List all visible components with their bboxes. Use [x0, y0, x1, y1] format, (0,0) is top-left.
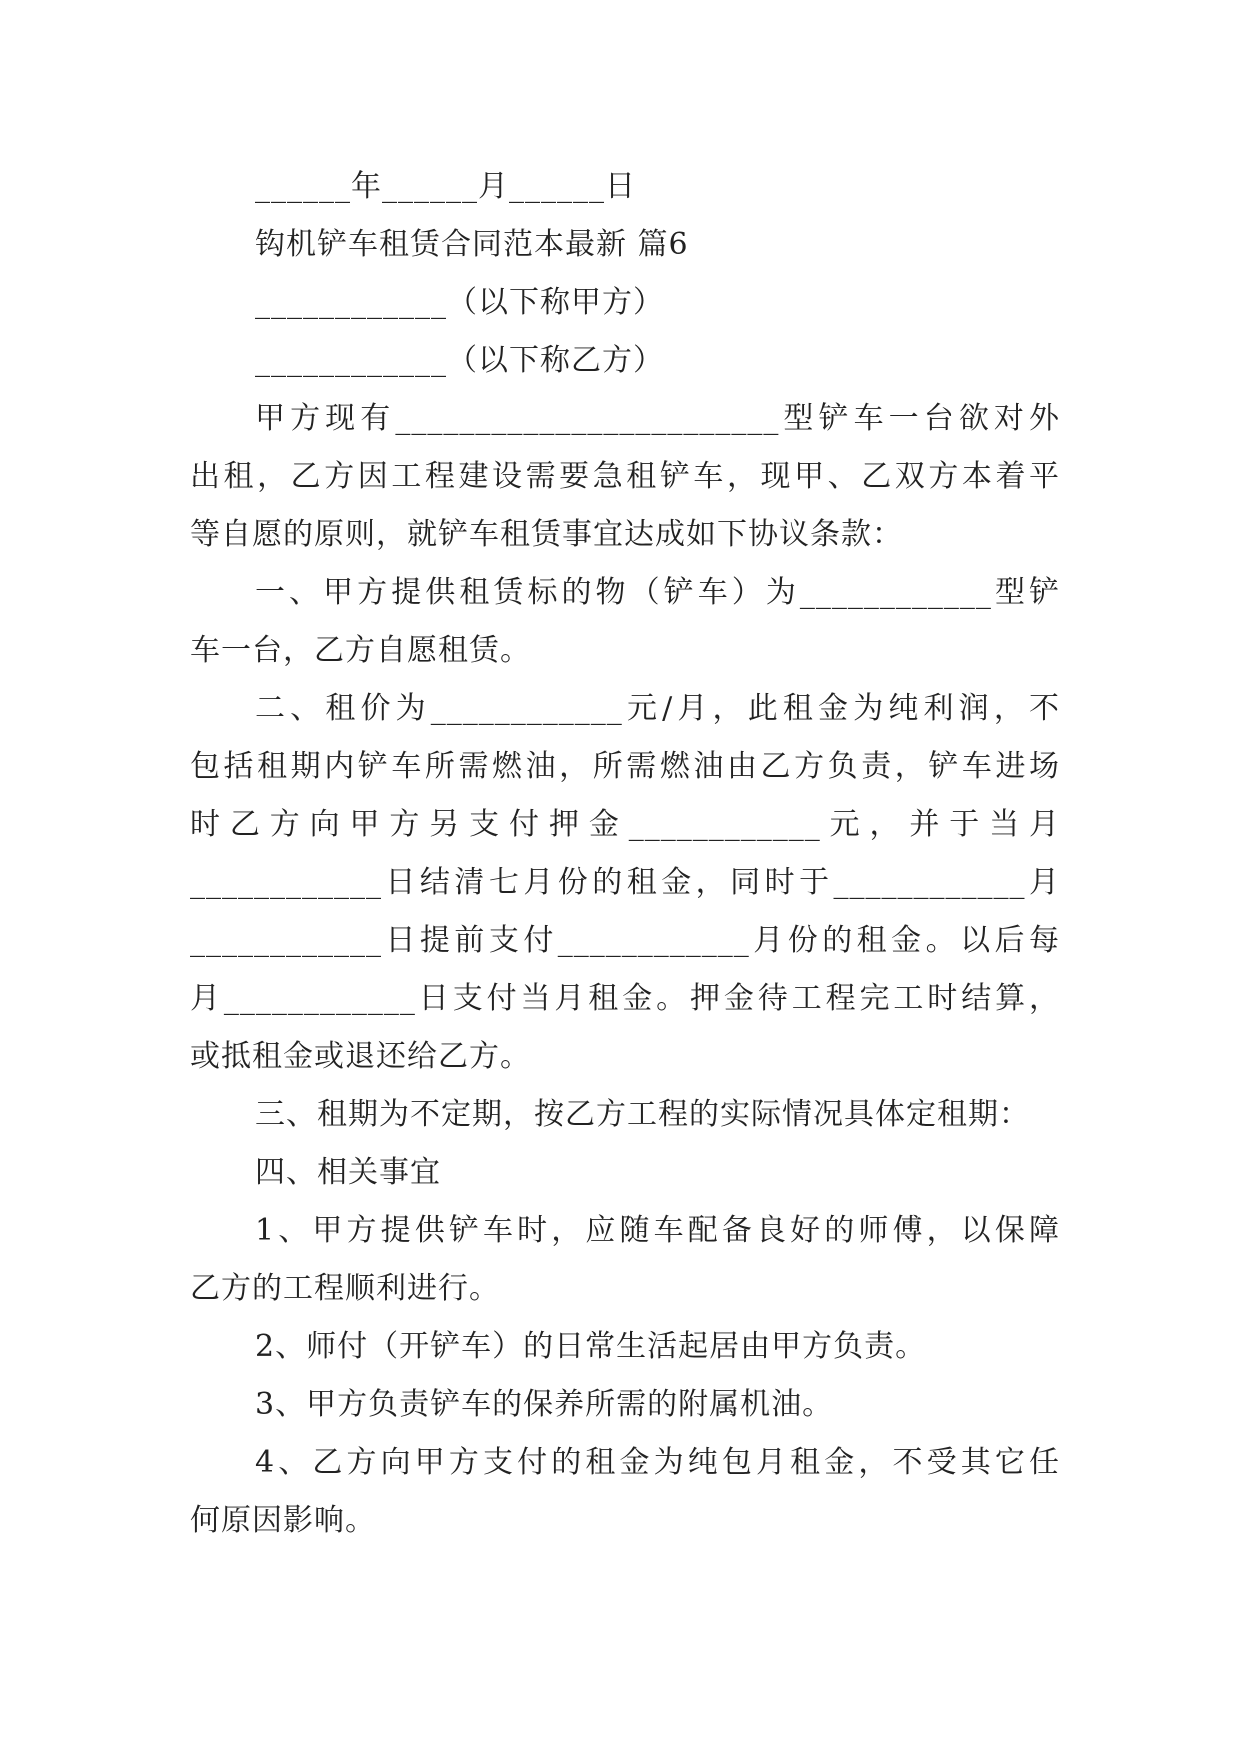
clause-2-line: ____________日提前支付____________月份的租金。以后每 — [190, 923, 1060, 958]
intro-paragraph-line: 等自愿的原则，就铲车租赁事宜达成如下协议条款： — [190, 517, 903, 552]
party-a-line: ____________（以下称甲方） — [255, 285, 664, 320]
section-title: 钩机铲车租赁合同范本最新 篇6 — [255, 227, 689, 262]
clause-2-line: 二、租价为____________元/月，此租金为纯利润，不 — [255, 691, 1060, 726]
clause-3-line: 三、租期为不定期，按乙方工程的实际情况具体定租期： — [255, 1097, 1030, 1132]
item-1-line: 乙方的工程顺利进行。 — [190, 1271, 500, 1306]
clause-1-line: 车一台，乙方自愿租赁。 — [190, 633, 531, 668]
party-b-line: ____________（以下称乙方） — [255, 343, 664, 378]
clause-2-line: 包括租期内铲车所需燃油，所需燃油由乙方负责，铲车进场 — [190, 749, 1060, 784]
clause-1-line: 一、甲方提供租赁标的物（铲车）为____________型铲 — [255, 575, 1060, 610]
intro-paragraph-line: 出租，乙方因工程建设需要急租铲车，现甲、乙双方本着平 — [190, 459, 1060, 494]
item-2-line: 2、师付（开铲车）的日常生活起居由甲方负责。 — [255, 1329, 927, 1364]
item-4-line: 4、乙方向甲方支付的租金为纯包月租金，不受其它任 — [255, 1445, 1060, 1480]
clause-2-line: 月____________日支付当月租金。押金待工程完工时结算， — [190, 981, 1060, 1016]
item-1-line: 1、甲方提供铲车时，应随车配备良好的师傅，以保障 — [255, 1213, 1060, 1248]
clause-2-line: 时乙方向甲方另支付押金____________元，并于当月 — [190, 807, 1060, 842]
item-3-line: 3、甲方负责铲车的保养所需的附属机油。 — [255, 1387, 834, 1422]
intro-paragraph-line: 甲方现有________________________型铲车一台欲对外 — [255, 401, 1060, 436]
document-page — [190, 158, 1060, 1550]
item-4-line: 何原因影响。 — [190, 1503, 376, 1538]
date-line: ______年______月______日 — [255, 169, 636, 204]
clause-4-heading: 四、相关事宜 — [255, 1155, 441, 1190]
clause-2-line: 或抵租金或退还给乙方。 — [190, 1039, 531, 1074]
clause-2-line: ____________日结清七月份的租金，同时于____________月 — [190, 865, 1060, 900]
